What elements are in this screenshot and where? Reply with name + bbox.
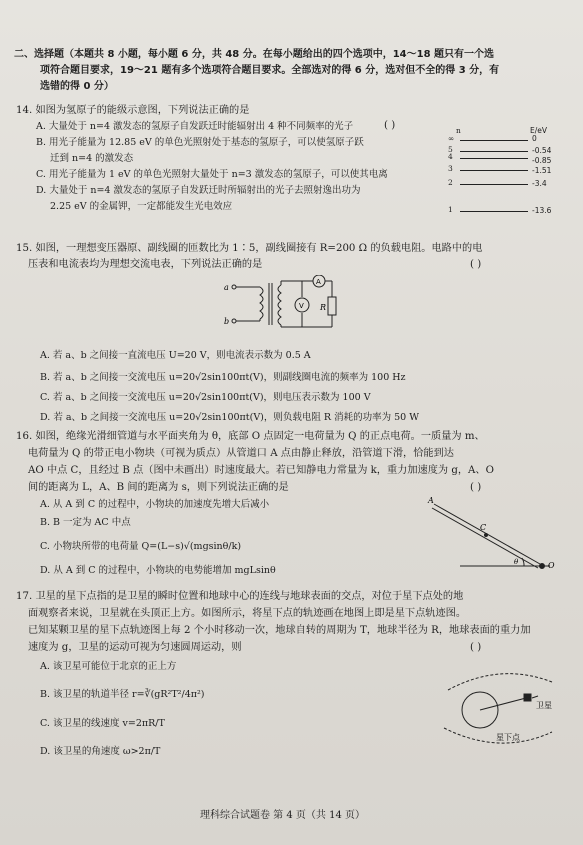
q15-option-d: D. 若 a、b 之间接一交流电压 u=20√2sin100πt(V)，则负载电阻 R 消耗的功率为 50 W	[40, 412, 419, 423]
energy-level-diagram	[448, 126, 558, 226]
q16-line4: 间的距离为 L，A、B 间的距离为 s，则下列说法正确的是	[28, 482, 289, 493]
q14-option-c: C. 用光子能量为 1 eV 的单色光照射大量处于 n=3 激发态的氢原子，可以使其电离	[36, 169, 388, 180]
e-header: E/eV	[530, 126, 548, 135]
q16-line3: AO 中点 C，且经过 B 点（图中未画出）时速度最大。若已知静电力常量为 k，重力加速度为 g，A、O	[28, 465, 494, 476]
q16-option-a: A. 从 A 到 C 的过程中，小物块的加速度先增大后减小	[40, 499, 270, 510]
ammeter-label: A	[316, 278, 321, 286]
q16-line2: 电荷量为 Q 的带正电小物块（可视为质点）从管道口 A 点由静止释放，沿管道下滑，恰能到达	[28, 448, 454, 459]
q16-option-c: C. 小物块所带的电荷量 Q=(L−s)√(mgsinθ/k)	[40, 541, 242, 552]
transformer-circuit-diagram	[222, 275, 342, 335]
angle-theta-label: θ	[514, 558, 519, 566]
section-header-line1: 二、选择题（本题共 8 小题，每小题 6 分，共 48 分。在每小题给出的四个选项中，14～18 题只有一个选	[14, 49, 495, 60]
q16-option-d: D. 从 A 到 C 的过程中，小物块的电势能增加 mgLsinθ	[40, 565, 276, 576]
q14-option-d: D. 大量处于 n=4 激发态的氢原子自发跃迁时所辐射出的光子去照射逸出功为	[36, 185, 361, 196]
terminal-a-label: a	[224, 283, 229, 292]
level-label: 3	[448, 164, 453, 173]
q17-option-d: D. 该卫星的角速度 ω>2π/T	[40, 746, 161, 757]
level-energy: 0	[532, 134, 537, 143]
q16-option-b: B. B 一定为 AC 中点	[40, 517, 131, 528]
terminal-b-label: b	[224, 317, 230, 326]
q14-stem: 14. 如图为氢原子的能级示意图，下列说法正确的是	[16, 105, 250, 116]
level-line	[460, 170, 528, 171]
resistor-label: R	[320, 303, 327, 312]
point-c-label: C	[480, 523, 487, 532]
point-a-label: A	[428, 496, 434, 505]
q17-line1: 17. 卫星的星下点指的是卫星的瞬时位置和地球中心的连线与地球表面的交点，对位于星下点处的地	[16, 591, 464, 602]
q14-option-d-cont: 2.25 eV 的金属钾，一定都能发生光电效应	[50, 201, 233, 212]
q17-answer-paren: ( )	[470, 642, 482, 653]
level-line	[460, 184, 528, 185]
level-line	[460, 158, 528, 159]
level-line	[460, 140, 528, 141]
q16-answer-paren: ( )	[470, 482, 482, 493]
q15-stem-cont: 压表和电流表均为理想交流电表，下列说法正确的是	[28, 259, 263, 270]
q17-line4: 速度为 g，卫星的运动可视为匀速圆周运动，则	[28, 642, 242, 653]
point-o-label: O	[548, 561, 555, 570]
level-label: 5	[448, 145, 453, 154]
q14-answer-paren: ( )	[384, 120, 396, 131]
subpoint-label: 星下点	[496, 733, 520, 742]
level-energy: -0.85	[532, 156, 552, 165]
level-energy: -3.4	[532, 179, 547, 188]
level-energy: -0.54	[532, 146, 552, 155]
level-label: ∞	[448, 134, 455, 143]
level-label: 1	[448, 205, 453, 214]
q17-option-c: C. 该卫星的线速度 v=2πR/T	[40, 718, 165, 729]
q16-line1: 16. 如图，绝缘光滑细管道与水平面夹角为 θ，底部 O 点固定一电荷量为 Q 的正点电荷。一质量为 m、	[16, 431, 485, 442]
satellite-orbit-diagram	[440, 662, 565, 752]
q15-option-c: C. 若 a、b 之间接一交流电压 u=20√2sin100πt(V)，则电压表示数为 100 V	[40, 392, 371, 403]
q15-option-b: B. 若 a、b 之间接一交流电压 u=20√2sin100πt(V)，则副线圈电流的频率为 100 Hz	[40, 372, 406, 383]
voltmeter-label: V	[299, 302, 304, 310]
n-header: n	[456, 126, 461, 135]
q14-option-b-cont: 迁到 n=4 的激发态	[50, 153, 134, 164]
q15-stem: 15. 如图，一理想变压器原、副线圈的匝数比为 1∶5，副线圈接有 R=200 Ω 的负载电阻。电路中的电	[16, 243, 483, 254]
level-label: 2	[448, 178, 453, 187]
satellite-label: 卫星	[536, 701, 552, 710]
level-line	[460, 151, 528, 152]
q14-option-b: B. 用光子能量为 12.85 eV 的单色光照射处于基态的氢原子，可以使氢原子跃	[36, 137, 364, 148]
section-header-line3: 选错的得 0 分）	[40, 81, 114, 92]
level-energy: -13.6	[532, 206, 552, 215]
level-label: 4	[448, 152, 453, 161]
page-footer: 理科综合试题卷 第 4 页（共 14 页）	[200, 810, 365, 821]
q17-line3: 已知某颗卫星的星下点轨迹图上每 2 个小时移动一次，地球自转的周期为 T，地球半径为 R，地球表面的重力加	[28, 625, 531, 636]
section-header-line2: 项符合题目要求，19～21 题有多个选项符合题目要求。全部选对的得 6 分，选对但不全的得 3 分，有	[40, 65, 500, 76]
level-line	[460, 211, 528, 212]
incline-tube-diagram	[420, 494, 560, 574]
q15-option-a: A. 若 a、b 之间接一直流电压 U=20 V，则电流表示数为 0.5 A	[40, 350, 311, 361]
q14-option-a: A. 大量处于 n=4 激发态的氢原子自发跃迁时能辐射出 4 种不同频率的光子	[36, 121, 354, 132]
q17-option-a: A. 该卫星可能位于北京的正上方	[40, 661, 177, 672]
q17-option-b: B. 该卫星的轨道半径 r=∛(gR²T²/4π²)	[40, 689, 205, 700]
level-energy: -1.51	[532, 166, 552, 175]
q15-answer-paren: ( )	[470, 259, 482, 270]
q17-line2: 面观察者来说，卫星就在头顶正上方。如图所示，将星下点的轨迹画在地图上即是星下点轨迹图。	[28, 608, 467, 619]
